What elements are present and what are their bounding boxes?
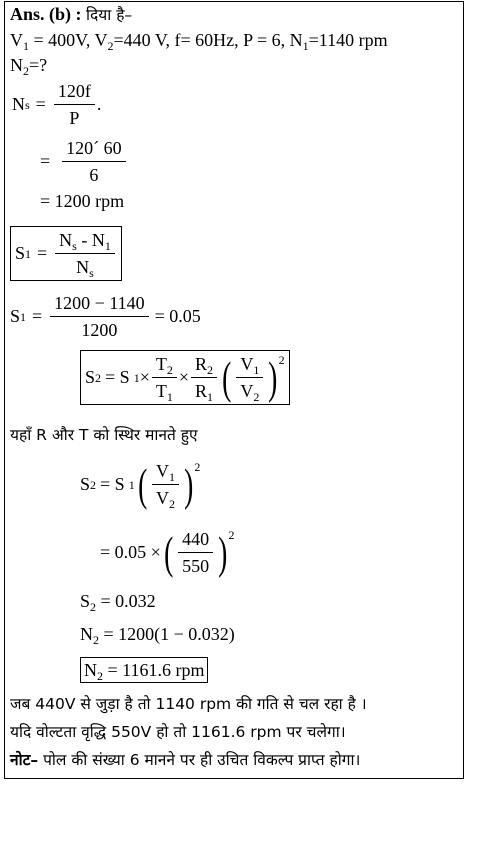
n2-calculation: $N_2 = 1200(1 - 0.032)$ — [80, 624, 235, 647]
s1-calculation: S 1 = $\frac{1200 - 1140}{1200}$ = 0.05 — [10, 293, 201, 340]
s1-formula: S 1 = $\frac{N_s - N_1}{N_s}$ — [10, 226, 122, 281]
answer-header — [10, 4, 132, 25]
n2-final-answer: $N_2 = 1161.6$ rpm — [80, 657, 208, 683]
answer-label: Ans. (b) : — [10, 4, 82, 24]
note-label: नोट– — [10, 751, 39, 769]
assumption-text: यहाँ R और T को स्थिर मानते हुए — [10, 426, 198, 444]
ns-step-1: = $\frac{120´ 60}{6}$ — [40, 137, 128, 186]
explanation-line-2: यदि वोल्टता वृद्धि 550V हो तो 1161.6 rpm पर चलेगा। — [10, 723, 346, 741]
given-values: $V_1 = 400V$, $V_2=440$ V, f= 60Hz, P = 6, $N_1=1140$ rpm — [10, 30, 388, 53]
note-line — [10, 750, 360, 770]
explanation-line-1: जब 440V से जुड़ा है तो 1140 rpm की गति से चल रहा है । — [10, 695, 367, 713]
s2-values: = 0.05 × ( $\frac{440}{550}$ ) 2 — [100, 526, 235, 578]
s2-formula: S 2 = S 1 × $\frac{T_2}{T_1}$ × $\frac{R_2}{R_1}$ ( $\frac{V_1}{V_2}$ ) 2 — [80, 350, 290, 405]
s2-result: $S_2 = 0.032$ — [80, 591, 156, 614]
ns-formula: N s = $\frac{120f}{P}$ . — [12, 81, 102, 128]
ns-fraction: $\frac{120f}{P}$ — [54, 80, 95, 129]
note-text: पोल की संख्या 6 मानने पर ही उचित विकल्प प्राप्त होगा। — [38, 751, 361, 769]
s2-reduced: S 2 = S 1 ( $\frac{V_1}{V_2}$ ) 2 — [80, 458, 201, 511]
given-label: दिया है– — [86, 6, 133, 24]
ns-step-2: = 1200 rpm — [40, 191, 125, 211]
unknown-n2: $N_2=$? — [10, 55, 48, 78]
